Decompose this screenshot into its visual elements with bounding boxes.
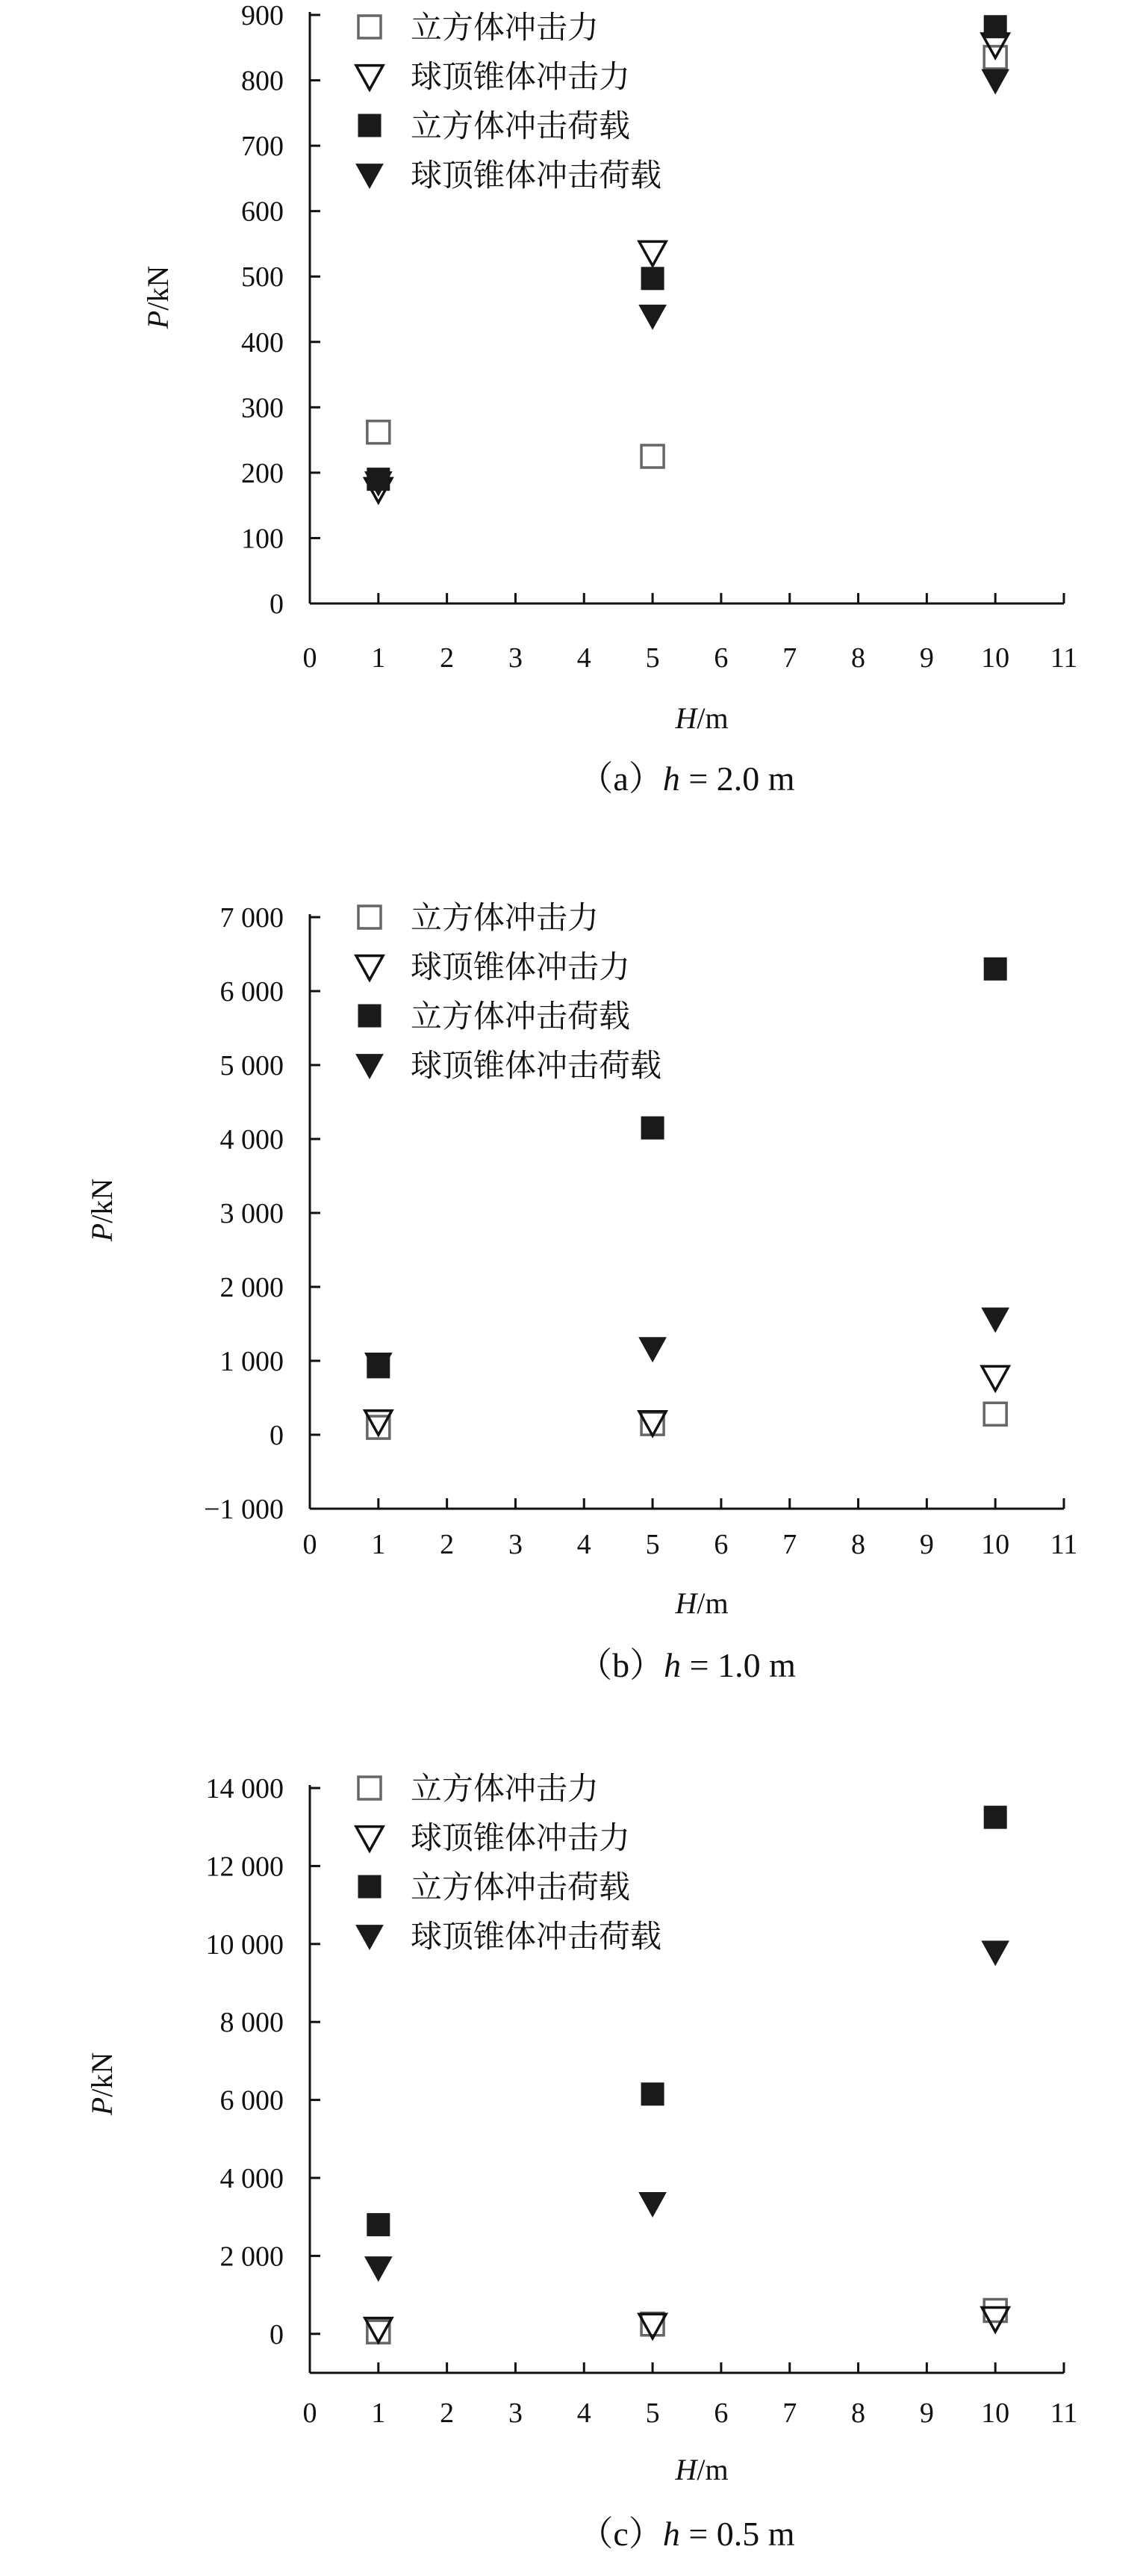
data-point [639,1412,666,1436]
x-tick-label: 8 [851,1529,866,1560]
x-tick-label: 4 [576,1529,591,1560]
legend-marker [358,1005,381,1027]
x-tick-label: 9 [919,1529,934,1560]
y-axis-var: P [141,310,175,329]
caption-prefix: （a） [579,760,663,798]
caption-var: h [664,1646,682,1684]
y-tick-label: −1 000 [204,1494,284,1525]
x-tick-label: 10 [981,2397,1010,2429]
y-tick-label: 8 000 [219,2007,284,2039]
x-tick-label: 7 [782,1529,797,1560]
data-point [639,241,666,265]
y-tick-label: 400 [241,326,284,359]
x-tick-label: 7 [782,2397,797,2429]
x-tick-label: 2 [440,642,455,674]
data-point [639,1338,666,1362]
legend-marker [358,1875,381,1898]
x-axis-unit: /m [697,1586,729,1620]
x-axis-var: H [675,701,697,735]
x-tick-label: 0 [302,2397,317,2429]
x-tick-label: 5 [645,1529,660,1560]
x-tick-label: 0 [302,1529,317,1560]
y-tick-label: 100 [241,523,284,555]
x-tick-label: 9 [919,642,934,674]
data-point [982,1941,1009,1965]
caption-prefix: （b） [578,1646,664,1684]
legend-marker [358,16,381,38]
data-point [982,69,1009,93]
x-axis-title [674,2453,728,2486]
data-point [984,1403,1006,1425]
legend-label: 球顶锥体冲击力 [411,58,631,95]
x-tick-label: 11 [1050,642,1078,674]
x-tick-label: 7 [782,642,797,674]
data-point [984,958,1006,980]
legend-label: 立方体冲击力 [411,9,600,46]
legend-label: 立方体冲击力 [411,1770,600,1807]
x-tick-label: 1 [371,642,386,674]
x-tick-label: 5 [645,642,660,674]
y-tick-label: 0 [270,1420,284,1451]
x-tick-label: 0 [302,642,317,674]
legend-marker [358,906,381,928]
data-point [639,305,666,329]
y-tick-label: 14 000 [205,1773,284,1804]
data-point [365,2257,392,2281]
caption-suffix: = 2.0 m [679,760,795,798]
data-point [367,421,390,444]
x-tick-label: 6 [714,1529,729,1560]
x-tick-label: 3 [508,2397,523,2429]
y-tick-label: 7 000 [219,902,284,934]
legend-label: 球顶锥体冲击力 [411,949,631,985]
y-axis-title [141,266,175,329]
x-axis-var: H [675,2453,697,2486]
x-tick-label: 10 [981,1529,1010,1560]
x-tick-label: 3 [508,1529,523,1560]
y-axis-unit: /kN [85,2052,119,2097]
y-tick-label: 3 000 [219,1198,284,1229]
x-axis-title [674,701,728,735]
x-axis-unit: /m [697,2453,729,2486]
legend-marker [356,956,383,980]
x-tick-label: 1 [371,2397,386,2429]
y-tick-label: 6 000 [219,2085,284,2117]
legend-label: 立方体冲击荷载 [411,998,631,1034]
y-tick-label: 1 000 [219,1346,284,1377]
x-tick-label: 9 [919,2397,934,2429]
legend-marker [356,1827,383,1851]
y-axis-unit: /kN [85,1178,119,1223]
panel-caption [579,2515,794,2553]
data-point [641,445,664,468]
legend-marker [356,1925,383,1949]
y-tick-label: 500 [241,261,284,294]
y-axis-var: P [85,1223,119,1242]
legend-marker [356,164,383,188]
legend-label: 立方体冲击荷载 [411,1869,631,1905]
x-tick-label: 5 [645,2397,660,2429]
x-tick-label: 4 [576,2397,591,2429]
legend-label: 球顶锥体冲击荷载 [411,157,662,193]
y-tick-label: 4 000 [219,2163,284,2194]
y-tick-label: 200 [241,457,284,489]
data-point [641,267,664,290]
chart-panel-c [85,1770,1077,2553]
legend-label: 球顶锥体冲击荷载 [411,1918,662,1955]
caption-var: h [662,2515,680,2553]
y-tick-label: 12 000 [205,1851,284,1883]
x-tick-label: 8 [851,642,866,674]
x-tick-label: 6 [714,2397,729,2429]
chart-panel-b [85,899,1077,1684]
x-tick-label: 6 [714,642,729,674]
y-tick-label: 700 [241,131,284,163]
x-tick-label: 4 [576,642,591,674]
legend-label: 球顶锥体冲击荷载 [411,1047,662,1084]
data-point [982,1366,1009,1390]
data-point [982,2308,1009,2332]
legend-label: 立方体冲击力 [411,899,600,936]
x-tick-label: 8 [851,2397,866,2429]
y-tick-label: 6 000 [219,976,284,1008]
x-tick-label: 11 [1050,2397,1078,2429]
y-tick-label: 600 [241,196,284,228]
panel-caption [579,760,794,798]
y-tick-label: 900 [241,0,284,31]
data-point [982,1308,1009,1332]
x-tick-label: 2 [440,2397,455,2429]
data-point [639,2193,666,2217]
data-point [984,16,1006,38]
y-axis-title [85,2052,119,2116]
data-point [984,1806,1006,1828]
x-axis-var: H [675,1586,697,1620]
x-axis-unit: /m [697,701,729,735]
chart-panel-a [141,0,1077,798]
data-point [641,2083,664,2105]
caption-prefix: （c） [579,2515,663,2553]
y-axis-var: P [85,2097,119,2116]
legend-marker [358,1777,381,1799]
y-tick-label: 0 [270,589,284,620]
legend-label: 球顶锥体冲击力 [411,1819,631,1856]
y-tick-label: 2 000 [219,2241,284,2273]
legend-marker [356,1055,383,1078]
y-tick-label: 300 [241,392,284,424]
y-tick-label: 10 000 [205,1928,284,1961]
y-tick-label: 0 [270,2318,284,2350]
x-tick-label: 3 [508,642,523,674]
legend-label: 立方体冲击荷载 [411,108,631,144]
x-tick-label: 10 [981,642,1010,674]
caption-var: h [662,760,680,798]
legend-marker [358,114,381,137]
y-tick-label: 5 000 [219,1050,284,1081]
y-tick-label: 800 [241,65,284,97]
legend-marker [356,66,383,90]
x-tick-label: 2 [440,1529,455,1560]
y-tick-label: 4 000 [219,1124,284,1155]
x-axis-title [674,1586,728,1620]
x-tick-label: 11 [1050,1529,1078,1560]
x-tick-label: 1 [371,1529,386,1560]
panel-caption [578,1646,796,1684]
caption-suffix: = 0.5 m [679,2515,795,2553]
data-point [641,1117,664,1139]
caption-suffix: = 1.0 m [681,1646,796,1684]
y-axis-title [85,1179,119,1242]
data-point [365,1411,392,1435]
data-point [367,2214,390,2236]
y-tick-label: 2 000 [219,1272,284,1303]
y-axis-unit: /kN [141,265,175,311]
